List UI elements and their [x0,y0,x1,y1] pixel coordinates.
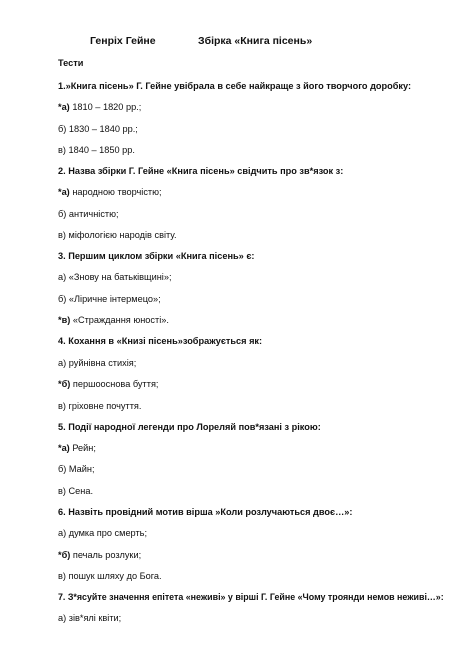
section-title: Тести [58,58,84,68]
q2-option-a [58,186,162,198]
option-text: Майн; [68,464,95,474]
option-marker: а) [58,272,67,282]
option-marker: б) [58,464,67,474]
q5-option-a [58,442,96,454]
option-marker: б) [58,209,67,219]
question-6: 6. Назвіть провідний мотив вірша »Коли розлучаються двоє…»: [58,507,353,517]
question-5: 5. Події народної легенди про Лореляй пов*язані з рікою: [58,422,321,432]
q1-option-c [58,144,135,156]
option-text: печаль розлуки; [72,550,142,560]
q1-option-b [58,123,138,135]
document-header [0,35,474,51]
option-text: античністю; [68,209,119,219]
option-text: «Страждання юності». [72,315,169,325]
option-text: гріховне почуття. [68,401,142,411]
option-text: першооснова буття; [72,379,159,389]
option-marker: а) [58,528,67,538]
option-text: думка про смерть; [68,528,148,538]
q3-option-a [58,271,172,283]
option-text: «Ліричне інтермецо»; [68,294,161,304]
option-marker: *в) [58,315,71,325]
question-3: 3. Першим циклом збірки «Книга пісень» є: [58,251,255,261]
author-name: Генріх Гейне [90,35,156,47]
option-text: Рейн; [72,443,96,453]
option-marker: в) [58,571,66,581]
option-marker: а) [58,358,67,368]
option-text: руйнівна стихія; [68,358,137,368]
q3-option-b [58,293,161,305]
option-text: 1830 – 1840 рр.; [68,124,138,134]
option-marker: б) [58,124,67,134]
q6-option-a [58,527,147,539]
q4-option-c [58,400,141,412]
option-text: 1840 – 1850 рр. [68,145,135,155]
option-marker: *а) [58,187,70,197]
option-marker: в) [58,401,66,411]
q5-option-b [58,463,95,475]
option-text: «Знову на батьківщині»; [68,272,172,282]
option-marker: *б) [58,550,71,560]
option-text: народною творчістю; [72,187,162,197]
option-marker: в) [58,486,66,496]
option-text: 1810 – 1820 рр.; [72,102,142,112]
option-marker: а) [58,613,67,623]
q5-option-c [58,485,93,497]
q4-option-a [58,357,136,369]
q3-option-c [58,314,169,326]
q1-option-a [58,101,141,113]
option-marker: *б) [58,379,71,389]
option-marker: *а) [58,102,70,112]
q6-option-b [58,549,141,561]
option-text: Сена. [68,486,93,496]
option-marker: в) [58,145,66,155]
option-marker: в) [58,230,66,240]
q2-option-c [58,229,177,241]
option-text: міфологією народів світу. [68,230,177,240]
q7-option-a [58,612,121,624]
q2-option-b [58,208,119,220]
question-2: 2. Назва збірки Г. Гейне «Книга пісень» свідчить про зв*язок з: [58,166,344,176]
option-marker: б) [58,294,67,304]
q6-option-c [58,570,162,582]
option-text: зів*ялі квіти; [68,613,122,623]
question-7: 7. З*ясуйте значення епітета «неживі» у вірші Г. Гейне «Чому троянди немов неживі…»: [58,592,444,602]
question-1: 1.»Книга пісень» Г. Гейне увібрала в себе найкраще з його творчого доробку: [58,81,412,91]
q4-option-b [58,378,158,390]
option-marker: *а) [58,443,70,453]
collection-title: Збірка «Книга пісень» [198,35,313,47]
option-text: пошук шляху до Бога. [68,571,162,581]
question-4: 4. Кохання в «Книзі пісень»зображується як: [58,336,263,346]
